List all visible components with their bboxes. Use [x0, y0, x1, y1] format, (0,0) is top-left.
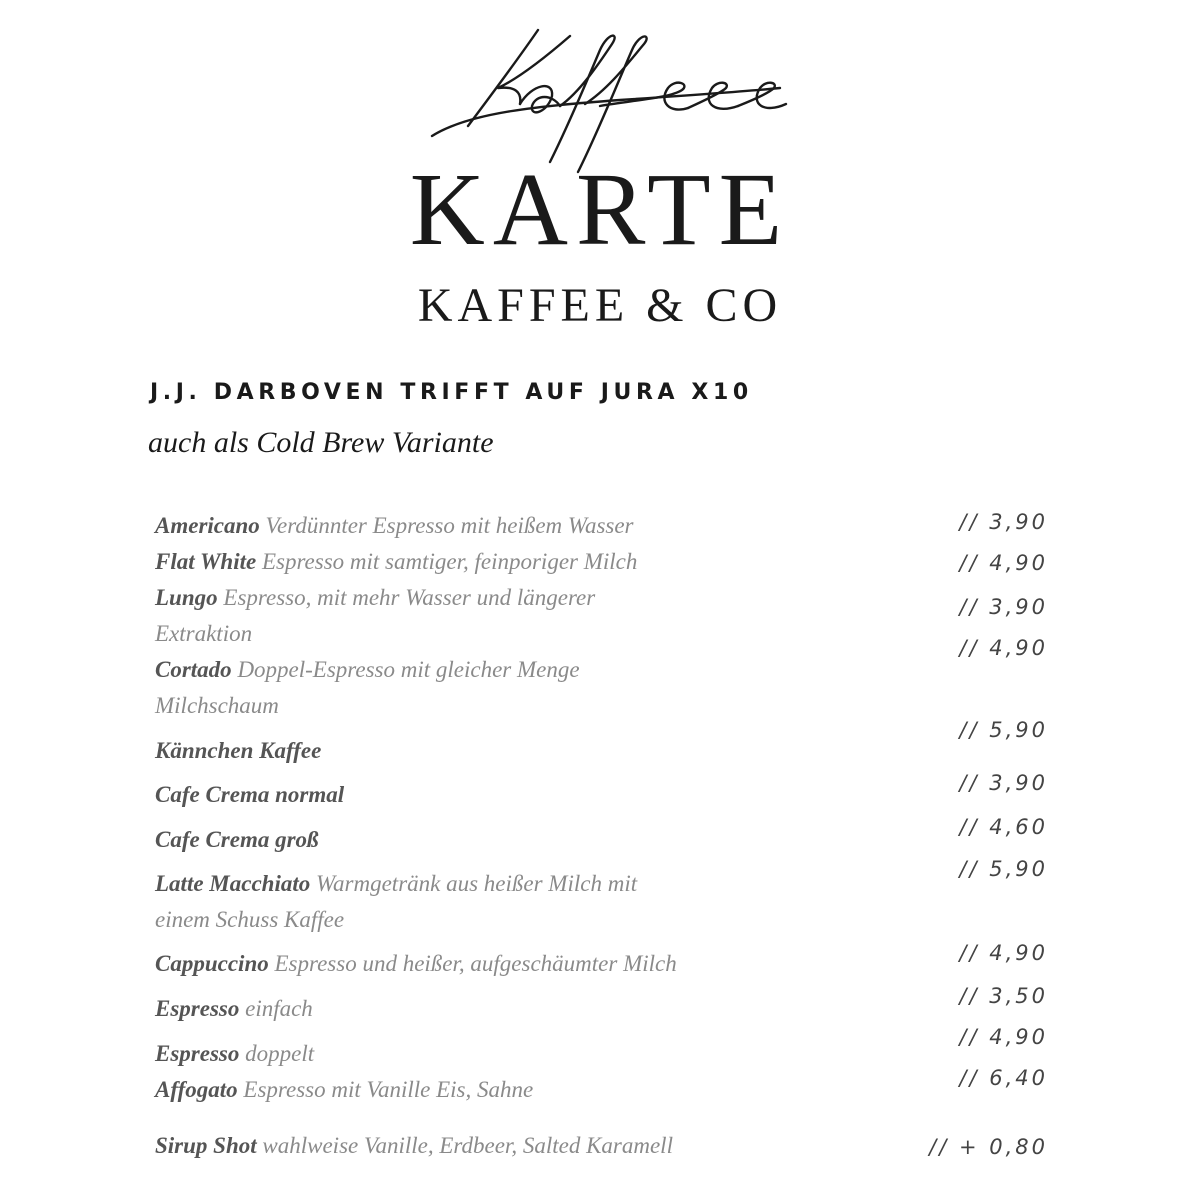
- item-desc: wahlweise Vanille, Erdbeer, Salted Karamell: [262, 1133, 673, 1158]
- item-name: Affogato: [155, 1077, 238, 1102]
- menu-item-lungo: [155, 580, 655, 652]
- item-name: Americano: [155, 513, 260, 538]
- item-name: Espresso: [155, 1041, 240, 1066]
- item-name: Flat White: [155, 549, 257, 574]
- price-kaennchen-kaffee: // 5,90: [959, 718, 1048, 742]
- item-desc: doppelt: [245, 1041, 315, 1066]
- menu-item-latte-macchiato: [155, 866, 695, 938]
- price-espresso-einfach: // 3,50: [959, 984, 1048, 1008]
- price-espresso-doppelt: // 4,90: [959, 1025, 1048, 1049]
- menu-item-cappuccino: [155, 946, 755, 982]
- price-americano: // 3,90: [959, 510, 1048, 534]
- menu-item-cortado: [155, 652, 635, 724]
- section-note: auch als Cold Brew Variante: [148, 426, 494, 459]
- item-desc: Warmgetränk aus heißer Milch mit einem Schuss Kaffee: [155, 871, 638, 932]
- item-name: Lungo: [155, 585, 218, 610]
- section-heading: J.J. DARBOVEN TRIFFT AUF JURA X10: [150, 380, 753, 405]
- price-flat-white: // 4,90: [959, 551, 1048, 575]
- item-name: Kännchen Kaffee: [155, 738, 322, 763]
- item-name: Espresso: [155, 996, 240, 1021]
- price-sirup-shot: // + 0,80: [929, 1135, 1048, 1159]
- item-desc: einfach: [245, 996, 313, 1021]
- menu-item-cafe-crema-gross: [155, 822, 755, 858]
- item-desc: Espresso mit Vanille Eis, Sahne: [243, 1077, 534, 1102]
- item-desc: Espresso, mit mehr Wasser und längerer Extraktion: [155, 585, 596, 646]
- menu-subtitle: KAFFEE & CO: [417, 279, 783, 332]
- menu-item-flat-white: [155, 544, 755, 580]
- menu-item-espresso-einfach: [155, 991, 755, 1027]
- price-lungo: // 3,90: [959, 595, 1048, 619]
- price-cafe-crema-normal: // 3,90: [959, 771, 1048, 795]
- menu-title: KARTE: [409, 152, 791, 267]
- item-name: Cafe Crema normal: [155, 782, 345, 807]
- menu-item-americano: [155, 508, 755, 544]
- menu-item-affogato: [155, 1072, 755, 1108]
- menu-item-sirup-shot: [155, 1128, 775, 1164]
- item-desc: Doppel-Espresso mit gleicher Menge Milchschaum: [155, 657, 580, 718]
- item-name: Sirup Shot: [155, 1133, 257, 1158]
- item-name: Cortado: [155, 657, 232, 682]
- price-cortado: // 4,90: [959, 636, 1048, 660]
- price-cafe-crema-gross: // 4,60: [959, 815, 1048, 839]
- menu-item-kaennchen-kaffee: [155, 733, 755, 769]
- menu-item-espresso-doppelt: [155, 1036, 755, 1072]
- item-name: Cappuccino: [155, 951, 269, 976]
- price-affogato: // 6,40: [959, 1066, 1048, 1090]
- item-desc: Espresso mit samtiger, feinporiger Milch: [261, 549, 638, 574]
- price-cappuccino: // 4,90: [959, 941, 1048, 965]
- menu-item-cafe-crema-normal: [155, 777, 755, 813]
- item-name: Cafe Crema groß: [155, 827, 319, 852]
- item-name: Latte Macchiato: [155, 871, 311, 896]
- item-desc: Verdünnter Espresso mit heißem Wasser: [265, 513, 634, 538]
- price-latte-macchiato: // 5,90: [959, 857, 1048, 881]
- item-desc: Espresso und heißer, aufgeschäumter Milch: [274, 951, 677, 976]
